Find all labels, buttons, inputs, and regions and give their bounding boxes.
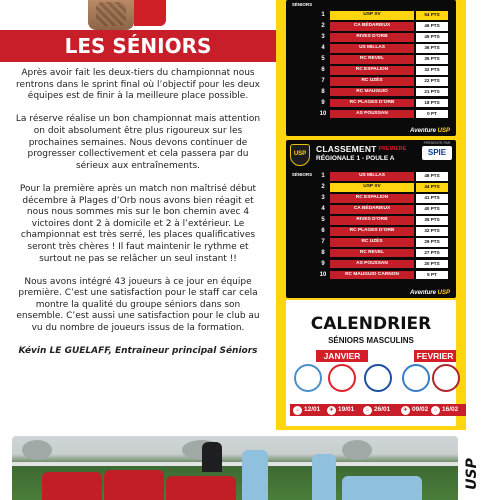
table-category-label: SÉNIORS xyxy=(291,2,313,7)
row-points: 44 PTS xyxy=(416,183,448,192)
standings-row xyxy=(318,171,452,182)
row-rank: 2 xyxy=(321,183,325,190)
row-team: US MILLAS xyxy=(330,172,414,181)
table-subtitle: RÉGIONALE 1 - POULE A xyxy=(316,155,395,162)
calendar-title: CALENDRIER xyxy=(310,314,432,334)
row-team: RC UZÈS xyxy=(330,77,414,86)
photo-player-red xyxy=(166,476,236,500)
row-team: RC REVEL xyxy=(330,249,414,258)
crest-text: USP xyxy=(293,151,307,157)
row-rank: 3 xyxy=(321,194,325,201)
photo-fence xyxy=(12,462,458,466)
row-team: AS POUSSAN xyxy=(330,260,414,269)
row-team: RC MAUGUIO xyxy=(330,88,414,97)
row-team: RC UZÈS xyxy=(330,238,414,247)
row-points: 41 PTS xyxy=(416,194,448,203)
row-team: RC ESPALION xyxy=(330,66,414,75)
article-paragraph: Pour la première après un match non maîtrisé début décembre à Plages d’Orb nous avons bien réagit et nous nous sommes mis sur le bon chemin avec 4 victoires dont 2 à domicile et 2 à l’extérieur. Le championnat est très serré, les places qualificatives seront très chères ! Il faut maintenir le rythme et surtout ne pas se relâcher un seul instant !! xyxy=(19,183,257,264)
player-photo-crop xyxy=(0,0,276,30)
row-team: RC PLAGES D’ORB xyxy=(330,227,414,236)
row-team: AS POUSSAN xyxy=(330,110,414,119)
standings-row xyxy=(318,193,452,204)
standings-row xyxy=(318,259,452,270)
opponent-logo-icon xyxy=(402,364,430,392)
row-rank: 6 xyxy=(321,227,325,234)
usp-badge-text: USP xyxy=(463,458,480,490)
row-points: 18 PTS xyxy=(416,99,448,108)
row-points: 36 PTS xyxy=(416,44,448,53)
fixture-date xyxy=(360,404,398,416)
footer-aventure: Aventure xyxy=(409,290,436,296)
row-rank: 4 xyxy=(321,205,325,212)
standings-row xyxy=(318,182,452,193)
photo-player-blue xyxy=(342,476,422,500)
row-team: USP XV xyxy=(330,183,414,192)
fixture-date-text: 19/01 xyxy=(338,406,355,413)
footer-aventure: Aventure xyxy=(409,128,436,134)
row-rank: 1 xyxy=(321,12,325,18)
row-points: 46 PTS xyxy=(416,22,448,31)
opponent-logo-icon xyxy=(328,364,356,392)
footer-usp: USP xyxy=(437,290,450,296)
home-icon: ⌂ xyxy=(293,406,302,415)
article-column xyxy=(0,0,276,430)
standings-row xyxy=(318,10,452,21)
standings-row xyxy=(318,43,452,54)
month-label-february: FEVRIER xyxy=(414,350,456,362)
row-points: 35 PTS xyxy=(416,55,448,64)
row-rank: 10 xyxy=(319,271,327,278)
row-team: RC REVEL xyxy=(330,55,414,64)
club-crest-icon xyxy=(290,144,310,166)
table-title xyxy=(316,144,406,154)
section-title: LES SÉNIORS xyxy=(64,34,212,58)
fixture-date xyxy=(290,404,328,416)
row-rank: 3 xyxy=(321,33,325,40)
player-image xyxy=(88,0,134,30)
calendar-card xyxy=(286,300,459,426)
article-signature: Kévin LE GUELAFF, Entraineur principal Séniors xyxy=(18,346,258,357)
standings-row xyxy=(318,237,452,248)
month-label-january: JANVIER xyxy=(316,350,368,362)
row-rank: 6 xyxy=(321,66,325,73)
row-points: 32 PTS xyxy=(416,227,448,236)
usp-badge xyxy=(463,448,488,500)
row-points: 0 PT xyxy=(416,110,448,119)
home-icon: ⌂ xyxy=(431,406,440,415)
home-icon: ⌂ xyxy=(363,406,372,415)
standings-rows xyxy=(318,171,452,281)
table-title-tag: PREMIERE xyxy=(378,146,407,152)
row-team: RC ESPALION xyxy=(330,194,414,203)
standings-rows xyxy=(318,10,452,120)
row-team: RIVES D’ORB xyxy=(330,33,414,42)
photo-player-red xyxy=(42,472,102,500)
sponsor-name: SPIE xyxy=(427,148,447,157)
row-team: RC MAUGUIO CARNON xyxy=(330,271,414,280)
opponent-logo-icon xyxy=(294,364,322,392)
aventure-usp-signature xyxy=(410,290,450,296)
row-rank: 7 xyxy=(321,238,325,245)
standings-row xyxy=(318,270,452,281)
row-rank: 4 xyxy=(321,44,325,51)
standings-row xyxy=(318,21,452,32)
photo-tree xyxy=(342,440,372,460)
table-category-label: SÉNIORS xyxy=(291,172,313,177)
row-rank: 5 xyxy=(321,216,325,223)
fixture-date-text: 16/02 xyxy=(442,406,459,413)
row-rank: 2 xyxy=(321,22,325,29)
row-team: RIVES D’ORB xyxy=(330,216,414,225)
photo-tree xyxy=(22,440,52,460)
row-rank: 10 xyxy=(319,110,327,117)
standings-row xyxy=(318,76,452,87)
photo-player-blue xyxy=(242,450,268,500)
row-rank: 7 xyxy=(321,77,325,84)
table-header xyxy=(286,140,456,170)
standings-table-first-team xyxy=(286,140,456,298)
row-points: 32 PTS xyxy=(416,66,448,75)
opponent-logo-icon xyxy=(432,364,460,392)
fixture-date-text: 12/01 xyxy=(304,406,321,413)
row-team: USP XV xyxy=(330,11,414,20)
article-paragraph: Après avoir fait les deux-tiers du championnat nous rentrons dans le sprint final où l’objectif pour les deux équipes est de finir à la meilleure place possible. xyxy=(16,68,260,102)
row-points: 22 PTS xyxy=(416,77,448,86)
aventure-usp-signature xyxy=(410,128,450,134)
standings-row xyxy=(318,87,452,98)
fixture-date xyxy=(324,404,362,416)
sponsor-logo xyxy=(422,146,452,160)
standings-row xyxy=(318,109,452,120)
player-shirt xyxy=(134,0,166,26)
away-icon: ✈ xyxy=(327,406,336,415)
row-rank: 5 xyxy=(321,55,325,62)
standings-row xyxy=(318,54,452,65)
photo-player-red xyxy=(104,470,164,500)
article-paragraph: Nous avons intégré 43 joueurs à ce jour en équipe première. C’est une satisfaction pour le staff car cela montre la qualité du groupe séniors dans son ensemble. C’est aussi une satisfaction pour le club au vu du nombre de joueurs issus de la formation. xyxy=(16,276,260,334)
row-points: 54 PTS xyxy=(416,11,448,20)
photo-player-blue xyxy=(312,454,336,500)
row-rank: 9 xyxy=(321,260,325,267)
article-paragraph: La réserve réalise un bon championnat mais attention on doit absolument être plus rigoureux sur les prochaines semaines. Nous devons continuer de progresser collectivement et cela passera par du sérieux aux entraînements. xyxy=(15,114,261,171)
row-points: 45 PTS xyxy=(416,33,448,42)
row-team: CA BÉDARIEUX xyxy=(330,205,414,214)
standings-row xyxy=(318,98,452,109)
footer-usp: USP xyxy=(437,128,450,134)
fixture-date-text: 26/01 xyxy=(374,406,391,413)
row-rank: 8 xyxy=(321,249,325,256)
sponsor-caption: PRÉSENTÉ PAR xyxy=(423,141,451,145)
table-title-text: CLASSEMENT xyxy=(316,144,377,154)
row-points: 27 PTS xyxy=(416,249,448,258)
row-points: 20 PTS xyxy=(416,260,448,269)
away-icon: ✈ xyxy=(401,406,410,415)
section-title-band xyxy=(0,30,276,62)
standings-row xyxy=(318,215,452,226)
calendar-subtitle: SÉNIORS MASCULINS xyxy=(328,336,414,345)
scrum-photo xyxy=(12,436,458,500)
row-points: 5 PT xyxy=(416,271,448,280)
row-rank: 8 xyxy=(321,88,325,95)
row-rank: 1 xyxy=(321,173,325,179)
row-team: US MILLAS xyxy=(330,44,414,53)
photo-referee xyxy=(202,442,222,472)
row-points: 35 PTS xyxy=(416,216,448,225)
row-points: 21 PTS xyxy=(416,88,448,97)
standings-column xyxy=(276,0,466,430)
fixture-date-text: 09/02 xyxy=(412,406,429,413)
article-body xyxy=(12,68,264,358)
row-points: 40 PTS xyxy=(416,205,448,214)
fixture-date xyxy=(428,404,466,416)
standings-row xyxy=(318,65,452,76)
standings-row xyxy=(318,248,452,259)
row-team: CA BÉDARIEUX xyxy=(330,22,414,31)
standings-table-reserve xyxy=(286,0,456,136)
row-points: 29 PTS xyxy=(416,238,448,247)
opponent-logo-icon xyxy=(364,364,392,392)
row-points: 48 PTS xyxy=(416,172,448,181)
standings-row xyxy=(318,204,452,215)
standings-row xyxy=(318,226,452,237)
row-rank: 9 xyxy=(321,99,325,106)
row-team: RC PLAGES D’ORB xyxy=(330,99,414,108)
standings-row xyxy=(318,32,452,43)
